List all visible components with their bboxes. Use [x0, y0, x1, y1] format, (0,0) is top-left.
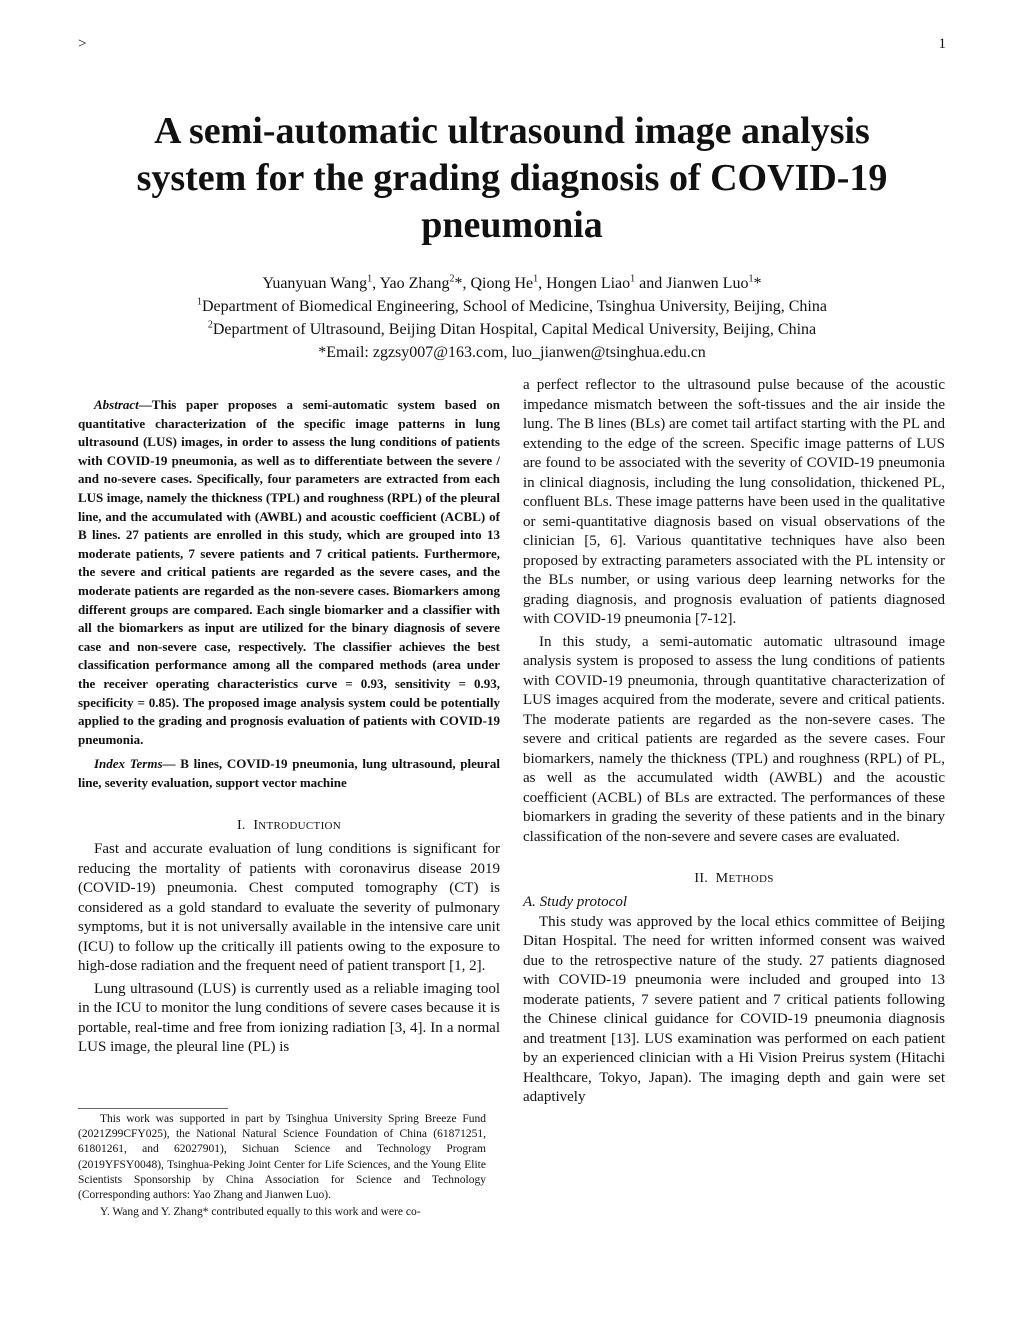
abstract: Abstract—This paper proposes a semi-automatic system based on quantitative characterization of the specific image patterns in lung ultrasound (LUS) images, in order to assess the lung conditions of patients with COVID-19 pneumonia, as well as to differentiate between the severe / and no-severe cases. Specifically, four parameters are extracted from each LUS image, namely the thickness (TPL) and roughness (RPL) of the pleural line, and the accumulated with (AWBL) and acoustic coefficient (ACBL) of B lines. 27 patients are enrolled in this study, which are grouped into 13 moderate patients, 7 severe patients and 7 critical patients. Furthermore, the severe and critical patients are regarded as the severe cases, and the moderate patients are regarded as the non-severe cases. Biomarkers among different groups are compared. Each single biomarker and a classifier with all the biomarkers as input are utilized for the binary diagnosis of severe case and non-severe case, respectively. The classifier achieves the best classification performance among all the compared methods (area under the receiver operating characteristics curve = 0.93, sensitivity = 0.93, specificity = 0.85). The proposed image analysis system could be potentially applied to the grading and prognosis evaluation of patients with COVID-19 pneumonia. — [78, 397, 500, 747]
author-list: Yuanyuan Wang$^1$, Yao Zhang$^2$*, Qiong He$^1$, Hongen Liao$^1$ and Jianwen Luo$^1$* — [262, 273, 762, 292]
right-column — [523, 376, 945, 1111]
methods-paragraph-1: This study was approved by the local ethics committee of Beijing Ditan Hospital. The need for written informed consent was waived due to the retrospective nature of the study. 27 patients diagnosed with COVID-19 pneumonia were included and grouped into 13 moderate patients, 7 severe patient and 7 critical patients following the Chinese clinical guidance for COVID-19 pneumonia diagnosis and treatment [13]. LUS examination was performed on each patient by an experienced clinician with a Hi Vision Preirus system (Hitachi Healthcare, Tokyo, Japan). The imaging depth and gain were set adaptively — [523, 913, 945, 1105]
intro-paragraph-2: Lung ultrasound (LUS) is currently used as a reliable imaging tool in the ICU to monitor the lung conditions of severe cases because it is portable, real-time and free from ionizing radiation [3, 4]. In a normal LUS image, the pleural line (PL) is — [78, 980, 500, 1056]
contact-email: *Email: zgzsy007@163.com, luo_jianwen@tsinghua.edu.cn — [318, 344, 706, 361]
left-column — [78, 376, 500, 1061]
index-terms: Index Terms— B lines, COVID-19 pneumonia, lung ultrasound, pleural line, severity evaluation, support vector machine — [78, 756, 501, 790]
footnote-equal-contribution: Y. Wang and Y. Zhang* contributed equally to this work and were co- — [100, 1206, 421, 1219]
footnote-funding: This work was supported in part by Tsinghua University Spring Breeze Fund (2021Z99CFY025), the National Natural Science Foundation of China (61871251, 61801261, and 62027901), Sichuan Science and Technology Program (2019YFSY0048), Tsinghua-Peking Joint Center for Life Sciences, and the Young Elite Scientists Sponsorship by China Association for Science and Technology (Corresponding authors: Yao Zhang and Jianwen Luo). — [78, 1113, 486, 1202]
footnote — [78, 1112, 486, 1222]
footnote-rule — [78, 1108, 228, 1109]
subsection-study-protocol: A. Study protocol — [523, 894, 628, 910]
running-header-mark: > — [78, 36, 87, 52]
affiliation-2: $^2$Department of Ultrasound, Beijing Ditan Hospital, Capital Medical University, Beijing, China — [207, 319, 817, 338]
intro-paragraph-1: Fast and accurate evaluation of lung conditions is significant for reducing the mortality of patients with coronavirus disease 2019 (COVID-19) pneumonia. Chest computed tomography (CT) is considered as a gold standard to evaluate the severity of pulmonary symptoms, but it is not universally available in the intensive care unit (ICU) to follow up the critically ill patients owing to the exposure to high-dose radiation and the frequent need of patient transport [1, 2]. — [78, 841, 500, 975]
affiliation-1: $^1$Department of Biomedical Engineering, School of Medicine, Tsinghua University, Beijing, China — [197, 296, 827, 315]
intro-paragraph-2-continued: a perfect reflector to the ultrasound pulse because of the acoustic impedance mismatch between the soft-tissues and the air inside the lung. The B lines (BLs) are comet tail artifact starting with the PL and extending to the edge of the screen. Specific image patterns of LUS are found to be associated with the severity of COVID-19 pneumonia in clinical diagnosis, including the lung consolidation, thickened PL, confluent BLs. These image patterns have been used in the qualitative or semi-quantitative diagnosis based on visual observations of the clinician [5, 6]. Various quantitative techniques have also been proposed by extracting parameters associated with the PL intensity or the BLs number, or using various deep learning networks for the grading diagnosis, and prognosis evaluation of patients diagnosed with COVID-19 pneumonia [7-12]. — [523, 377, 945, 627]
page-number: 1 — [938, 36, 946, 52]
paper-title: A semi-automatic ultrasound image analysis system for the grading diagnosis of COVID-19 pneumonia — [136, 110, 888, 246]
section-heading-introduction: I. INTRODUCTION — [236, 818, 342, 834]
section-heading-methods: II. METHODS — [694, 871, 774, 886]
intro-paragraph-3: In this study, a semi-automatic automatic ultrasound image analysis system is proposed to assess the lung conditions of patients with COVID-19 pneumonia, through quantitative characterization of LUS images acquired from the moderate, severe and critical patients. The moderate patients are regarded as the non-severe cases. The severe and critical patients are regarded as the severe cases. Four biomarkers, namely the thickness (TPL) and roughness (RPL) of PL, as well as the accumulated width (AWBL) and the acoustic coefficient (ACBL) of BLs are extracted. The performances of these biomarkers in grading the severity of these patients and in the binary classification of the non-severe and severe cases are evaluated. — [523, 633, 945, 845]
author-block — [80, 272, 944, 364]
